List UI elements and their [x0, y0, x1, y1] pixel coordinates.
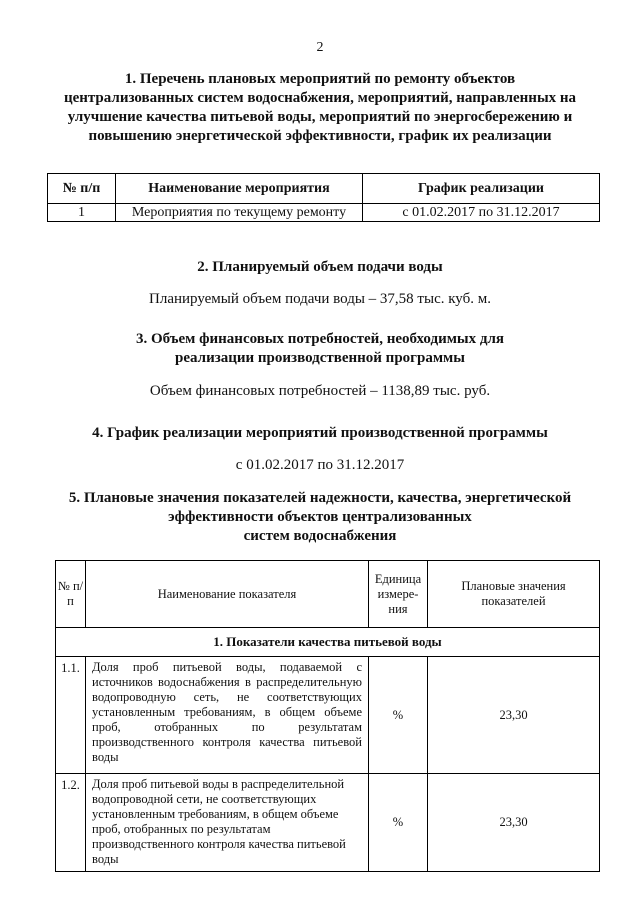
- table-row: [48, 204, 600, 222]
- indicator-name: Доля проб питьевой воды в распределительной водопроводной сети, не соответствующих установленным требованиям, в общем объеме проб, отобранных по результатам производственного контроля качества питьевой воды: [86, 774, 369, 872]
- table-row: [56, 774, 600, 872]
- column-header-activity: Наименование мероприятия: [116, 174, 363, 204]
- activity-schedule: с 01.02.2017 по 31.12.2017: [363, 204, 600, 222]
- column-header-value: Плановые значения показателей: [428, 561, 600, 628]
- section-1-title-line: улучшение качества питьевой воды, мероприятий по энергосбережению и: [67, 109, 573, 125]
- row-number: 1: [48, 204, 116, 222]
- table-header-row: [48, 174, 600, 204]
- section-5-title-line: эффективности объектов централизованных: [168, 509, 472, 525]
- indicator-value: 23,30: [428, 774, 600, 872]
- section-3-text: Объем финансовых потребностей – 1138,89 тыс. руб.: [149, 383, 491, 399]
- section-2-title: 2. Планируемый объем подачи воды: [197, 259, 443, 275]
- indicators-table: [55, 560, 600, 872]
- section-3-title: [40, 330, 600, 368]
- section-row-label: 1. Показатели качества питьевой воды: [56, 628, 600, 657]
- section-5-title-line: систем водоснабжения: [243, 528, 397, 544]
- section-1-title-line: 1. Перечень плановых мероприятий по ремонту объектов: [124, 71, 516, 87]
- section-4-text: с 01.02.2017 по 31.12.2017: [235, 457, 405, 473]
- page-number: 2: [316, 40, 324, 55]
- indicator-unit: %: [369, 774, 428, 872]
- section-3-title-line: 3. Объем финансовых потребностей, необходимых для: [135, 331, 505, 347]
- section-1-title: [40, 70, 600, 146]
- indicator-value: 23,30: [428, 657, 600, 774]
- row-number: 1.2.: [56, 774, 86, 872]
- indicator-unit: %: [369, 657, 428, 774]
- column-header-number: № п/п: [56, 561, 86, 628]
- column-header-indicator: Наименование показателя: [86, 561, 369, 628]
- section-row: [56, 628, 600, 657]
- activities-table: [47, 173, 600, 222]
- section-4-title: 4. График реализации мероприятий производственной программы: [92, 425, 548, 441]
- row-number: 1.1.: [56, 657, 86, 774]
- section-1-title-line: повышению энергетической эффективности, график их реализации: [88, 128, 552, 144]
- section-1-title-line: централизованных систем водоснабжения, мероприятий, направленных на: [63, 90, 577, 106]
- section-2-text: Планируемый объем подачи воды – 37,58 тыс. куб. м.: [149, 291, 491, 307]
- column-header-unit: Единица измере-ния: [369, 561, 428, 628]
- section-5-title-line: 5. Плановые значения показателей надежности, качества, энергетической: [68, 490, 572, 506]
- indicator-name: Доля проб питьевой воды, подаваемой с источников водоснабжения в распределительную водопроводную сеть, не соответствующих установленным требованиям, в общем объеме проб, отобранных по результатам производственного контроля качества питьевой воды: [86, 657, 369, 774]
- section-3-title-line: реализации производственной программы: [175, 350, 465, 366]
- column-header-schedule: График реализации: [363, 174, 600, 204]
- activity-name: Мероприятия по текущему ремонту: [116, 204, 363, 222]
- table-header-row: [56, 561, 600, 628]
- section-5-title: [30, 489, 610, 546]
- column-header-number: № п/п: [48, 174, 116, 204]
- table-row: [56, 657, 600, 774]
